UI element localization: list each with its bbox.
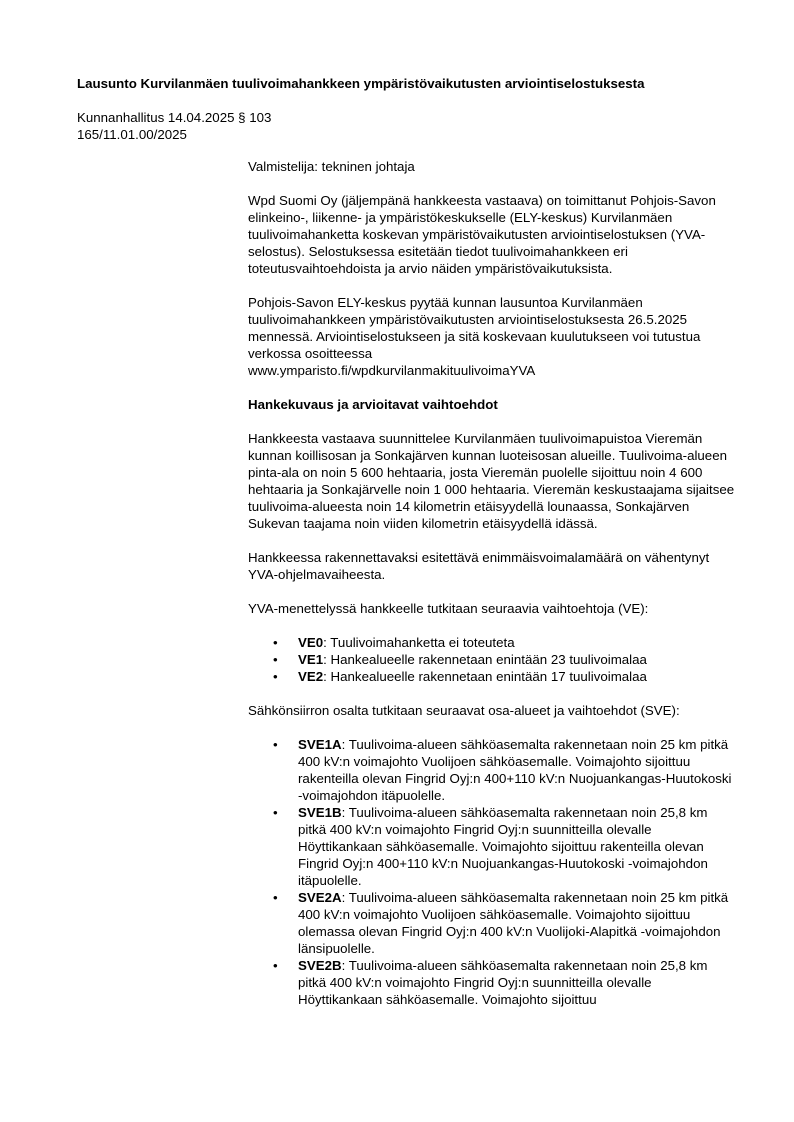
bullet-icon: • (273, 652, 278, 667)
document-body (248, 158, 738, 1025)
transmission-list (248, 736, 738, 1008)
bullet-icon: • (273, 890, 278, 905)
description-paragraph: Hankkeesta vastaava suunnittelee Kurvilanmäen tuulivoimapuistoa Vieremän kunnan koillisosan ja Sonkajärven kunnan luoteisosan alueille. Tuulivoima-alueen pinta-ala on noin 5 600 hehtaaria, josta Vieremän puolelle sijoittuu noin 4 600 hehtaaria ja Sonkajärvelle noin 1 000 hehtaaria. Vieremän keskustaajama sijaitsee tuulivoima-alueesta noin 14 kilometrin etäisyydellä lounaassa, Sonkajärven Sukevan taajama noin viiden kilometrin etäisyydellä idässä. (248, 431, 735, 531)
request-text: Pohjois-Savon ELY-keskus pyytää kunnan lausuntoa Kurvilanmäen tuulivoimahankkeen ympäristövaikutusten arviointiselostuksesta 26.5.2025 mennessä. Arviointiselostukseen ja sitä koskevaan kuulutukseen voi tutustua verkossa osoitteessa (248, 295, 701, 361)
alternative-text: : Tuulivoimahanketta ei toteuteta (323, 635, 515, 650)
list-item (248, 634, 738, 651)
list-item (248, 736, 738, 804)
transmission-intro: Sähkönsiirron osalta tutkitaan seuraavat osa-alueet ja vaihtoehdot (SVE): (248, 703, 680, 718)
transmission-code: SVE2B (298, 958, 342, 973)
request-paragraph (248, 294, 738, 379)
record-number: 165/11.01.00/2025 (77, 127, 187, 142)
transmission-text: : Tuulivoima-alueen sähköasemalta rakennetaan noin 25,8 km pitkä 400 kV:n voimajohto Fingrid Oyj:n suunnitteilla olevalle Höyttikankaan sähköasemalle. Voimajohto sijoittuu (298, 958, 708, 1007)
preparer-line: Valmistelija: tekninen johtaja (248, 159, 415, 174)
alternative-text: : Hankealueelle rakennetaan enintään 17 tuulivoimalaa (323, 669, 647, 684)
meeting-reference: Kunnanhallitus 14.04.2025 § 103 (77, 110, 272, 125)
document-title: Lausunto Kurvilanmäen tuulivoimahankkeen ympäristövaikutusten arviointiselostuksesta (77, 76, 645, 91)
alternative-code: VE2 (298, 669, 324, 684)
transmission-code: SVE1A (298, 737, 342, 752)
bullet-icon: • (273, 805, 278, 820)
capacity-note: Hankkeessa rakennettavaksi esitettävä enimmäisvoimalamäärä on vähentynyt YVA-ohjelmavaiheesta. (248, 550, 710, 582)
list-item (248, 651, 738, 668)
document-meta (77, 109, 477, 143)
reference-url: www.ymparisto.fi/wpdkurvilanmakituulivoimaYVA (248, 363, 536, 378)
list-item (248, 668, 738, 685)
transmission-code: SVE2A (298, 890, 342, 905)
bullet-icon: • (273, 737, 278, 752)
alternative-code: VE1 (298, 652, 324, 667)
transmission-text: : Tuulivoima-alueen sähköasemalta rakennetaan noin 25 km pitkä 400 kV:n voimajohto Vuolijoen sähköasemalle. Voimajohto sijoittuu rakenteilla olevan Fingrid Oyj:n 400+110 kV:n Nuojuankangas-Huutokoski -voimajohdon itäpuolelle. (298, 737, 732, 803)
list-item (248, 957, 738, 1008)
alternatives-intro: YVA-menettelyssä hankkeelle tutkitaan seuraavia vaihtoehtoja (VE): (248, 601, 649, 616)
transmission-text: : Tuulivoima-alueen sähköasemalta rakennetaan noin 25 km pitkä 400 kV:n voimajohto Vuolijoen sähköasemalle. Voimajohto sijoittuu olemassa olevan Fingrid Oyj:n 400 kV:n Vuolijoki-Alapitkä -voimajohdon länsipuolelle. (298, 890, 729, 956)
transmission-text: : Tuulivoima-alueen sähköasemalta rakennetaan noin 25,8 km pitkä 400 kV:n voimajohto Fingrid Oyj:n suunnitteilla olevalle Höyttikankaan sähköasemalle. Voimajohto sijoittuu rakenteilla olevan Fingrid Oyj:n 400+110 kV:n Nuojuankangas-Huutokoski -voimajohdon itäpuolelle. (298, 805, 708, 888)
bullet-icon: • (273, 958, 278, 973)
bullet-icon: • (273, 635, 278, 650)
section-heading: Hankekuvaus ja arvioitavat vaihtoehdot (248, 397, 498, 412)
list-item (248, 889, 738, 957)
bullet-icon: • (273, 669, 278, 684)
alternative-code: VE0 (298, 635, 324, 650)
intro-paragraph: Wpd Suomi Oy (jäljempänä hankkeesta vastaava) on toimittanut Pohjois-Savon elinkeino-, liikenne- ja ympäristökeskukselle (ELY-keskus) Kurvilanmäen tuulivoimahanketta koskevan ympäristövaikutusten arviointiselostuksen (YVA-selostus). Selostuksessa esitetään tiedot tuulivoimahankkeen eri toteutusvaihtoehdoista ja arvio näiden ympäristövaikutuksista. (248, 193, 716, 276)
list-item (248, 804, 738, 889)
transmission-code: SVE1B (298, 805, 342, 820)
alternatives-list (248, 634, 738, 685)
alternative-text: : Hankealueelle rakennetaan enintään 23 tuulivoimalaa (323, 652, 647, 667)
